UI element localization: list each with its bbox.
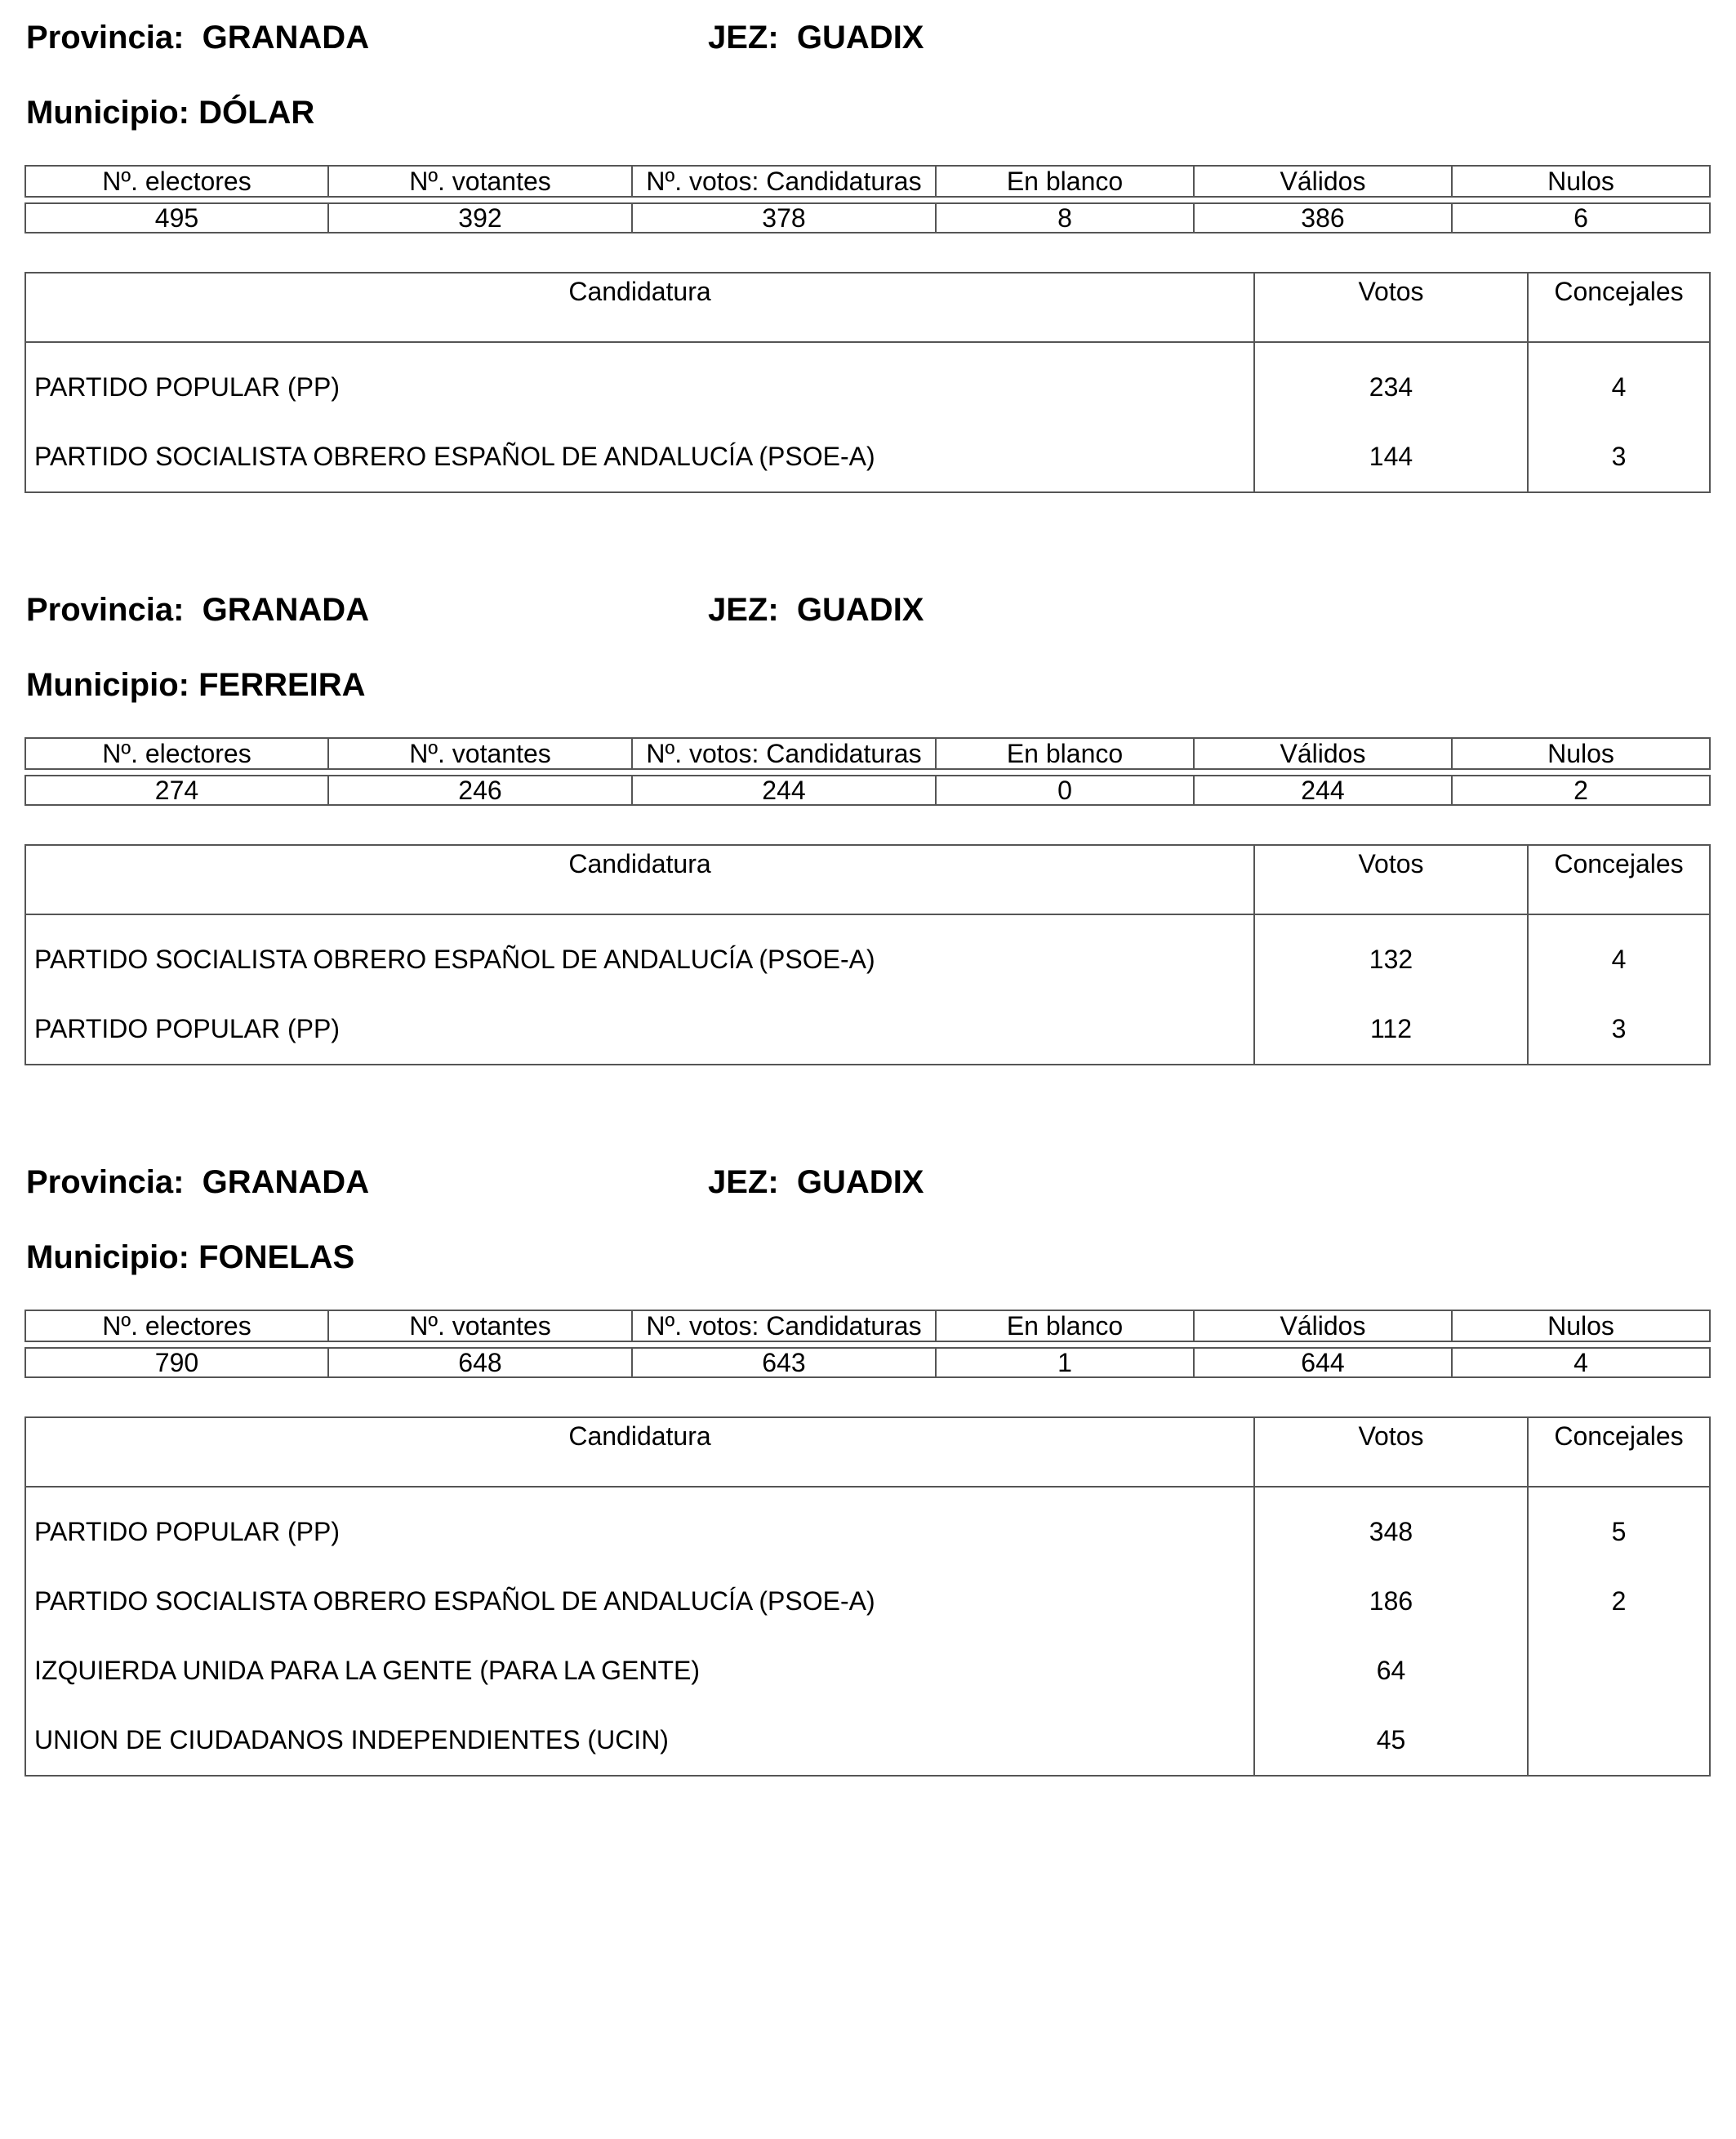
header-validos: Válidos — [1194, 166, 1452, 197]
candidatura-votos: 186 — [1254, 1567, 1528, 1636]
candidatura-votos: 64 — [1254, 1636, 1528, 1705]
provincia-heading: Provincia: GRANADA — [26, 592, 370, 628]
summary-value-row — [25, 776, 1710, 805]
candidatura-votos: 144 — [1254, 422, 1528, 492]
table-row — [25, 342, 1710, 422]
table-row — [25, 1705, 1710, 1776]
header-nulos: Nulos — [1452, 738, 1710, 769]
candidatura-votos: 45 — [1254, 1705, 1528, 1776]
summary-header-row — [25, 1310, 1710, 1341]
provincia-heading: Provincia: GRANADA — [26, 1164, 370, 1200]
header-votos-candidaturas: Nº. votos: Candidaturas — [632, 1310, 936, 1341]
candidatura-votos: 234 — [1254, 342, 1528, 422]
value-en-blanco: 1 — [936, 1348, 1194, 1377]
jez-heading: JEZ: GUADIX — [708, 592, 924, 628]
candidatura-concejales: 3 — [1528, 994, 1710, 1065]
value-electores: 790 — [25, 1348, 328, 1377]
header-votos-candidaturas: Nº. votos: Candidaturas — [632, 738, 936, 769]
header-en-blanco: En blanco — [936, 1310, 1194, 1341]
candidatura-concejales: 4 — [1528, 914, 1710, 994]
value-votos-candidaturas: 643 — [632, 1348, 936, 1377]
header-votantes: Nº. votantes — [328, 1310, 632, 1341]
candidatura-concejales: 5 — [1528, 1487, 1710, 1567]
header-nulos: Nulos — [1452, 1310, 1710, 1341]
candidatura-votos: 132 — [1254, 914, 1528, 994]
value-votos-candidaturas: 244 — [632, 776, 936, 805]
header-concejales: Concejales — [1528, 1417, 1710, 1487]
header-concejales: Concejales — [1528, 273, 1710, 342]
header-votos: Votos — [1254, 845, 1528, 914]
header-electores: Nº. electores — [25, 166, 328, 197]
candidatura-name: PARTIDO SOCIALISTA OBRERO ESPAÑOL DE ANDALUCÍA (PSOE-A) — [25, 914, 1254, 994]
summary-header-row — [25, 166, 1710, 197]
summary-value-row — [25, 1348, 1710, 1377]
value-nulos: 4 — [1452, 1348, 1710, 1377]
summary-header-row — [25, 738, 1710, 769]
header-electores: Nº. electores — [25, 1310, 328, 1341]
municipio-block-dolar — [0, 0, 1736, 571]
jez-heading: JEZ: GUADIX — [708, 20, 924, 56]
header-validos: Válidos — [1194, 738, 1452, 769]
header-votos-candidaturas: Nº. votos: Candidaturas — [632, 166, 936, 197]
table-row — [25, 1567, 1710, 1636]
table-row — [25, 1487, 1710, 1567]
summary-value-row — [25, 203, 1710, 233]
header-votos: Votos — [1254, 273, 1528, 342]
candidatura-name: PARTIDO SOCIALISTA OBRERO ESPAÑOL DE ANDALUCÍA (PSOE-A) — [25, 1567, 1254, 1636]
candidaturas-header-row — [25, 273, 1710, 342]
header-electores: Nº. electores — [25, 738, 328, 769]
candidatura-concejales: 2 — [1528, 1567, 1710, 1636]
header-en-blanco: En blanco — [936, 166, 1194, 197]
header-nulos: Nulos — [1452, 166, 1710, 197]
candidatura-name: IZQUIERDA UNIDA PARA LA GENTE (PARA LA GENTE) — [25, 1636, 1254, 1705]
candidaturas-table — [24, 272, 1711, 493]
value-validos: 386 — [1194, 203, 1452, 233]
candidaturas-header-row — [25, 1417, 1710, 1487]
candidatura-name: PARTIDO POPULAR (PP) — [25, 1487, 1254, 1567]
header-concejales: Concejales — [1528, 845, 1710, 914]
table-row — [25, 1636, 1710, 1705]
header-validos: Válidos — [1194, 1310, 1452, 1341]
header-votos: Votos — [1254, 1417, 1528, 1487]
summary-table — [24, 165, 1711, 233]
candidatura-concejales: 3 — [1528, 422, 1710, 492]
candidatura-votos: 112 — [1254, 994, 1528, 1065]
candidatura-concejales: 4 — [1528, 342, 1710, 422]
value-electores: 495 — [25, 203, 328, 233]
municipio-block-ferreira — [0, 572, 1736, 1144]
value-nulos: 2 — [1452, 776, 1710, 805]
candidatura-votos: 348 — [1254, 1487, 1528, 1567]
summary-table — [24, 1310, 1711, 1378]
value-nulos: 6 — [1452, 203, 1710, 233]
candidatura-name: PARTIDO SOCIALISTA OBRERO ESPAÑOL DE ANDALUCÍA (PSOE-A) — [25, 422, 1254, 492]
candidatura-concejales — [1528, 1705, 1710, 1776]
value-votantes: 246 — [328, 776, 632, 805]
candidatura-name: PARTIDO POPULAR (PP) — [25, 994, 1254, 1065]
header-votantes: Nº. votantes — [328, 738, 632, 769]
header-en-blanco: En blanco — [936, 738, 1194, 769]
municipio-block-fonelas — [0, 1145, 1736, 1879]
value-votantes: 392 — [328, 203, 632, 233]
jez-heading: JEZ: GUADIX — [708, 1164, 924, 1200]
provincia-heading: Provincia: GRANADA — [26, 20, 370, 56]
value-en-blanco: 8 — [936, 203, 1194, 233]
value-votos-candidaturas: 378 — [632, 203, 936, 233]
candidaturas-header-row — [25, 845, 1710, 914]
header-candidatura: Candidatura — [25, 273, 1254, 342]
table-row — [25, 994, 1710, 1065]
candidatura-name: UNION DE CIUDADANOS INDEPENDIENTES (UCIN) — [25, 1705, 1254, 1776]
value-en-blanco: 0 — [936, 776, 1194, 805]
header-candidatura: Candidatura — [25, 845, 1254, 914]
value-votantes: 648 — [328, 1348, 632, 1377]
municipio-heading: Municipio: FERREIRA — [26, 667, 366, 703]
header-votantes: Nº. votantes — [328, 166, 632, 197]
value-electores: 274 — [25, 776, 328, 805]
candidatura-name: PARTIDO POPULAR (PP) — [25, 342, 1254, 422]
value-validos: 644 — [1194, 1348, 1452, 1377]
table-row — [25, 422, 1710, 492]
table-row — [25, 914, 1710, 994]
header-candidatura: Candidatura — [25, 1417, 1254, 1487]
summary-table — [24, 737, 1711, 806]
value-validos: 244 — [1194, 776, 1452, 805]
candidatura-concejales — [1528, 1636, 1710, 1705]
municipio-heading: Municipio: DÓLAR — [26, 95, 315, 131]
candidaturas-table — [24, 1416, 1711, 1777]
municipio-heading: Municipio: FONELAS — [26, 1239, 355, 1275]
candidaturas-table — [24, 844, 1711, 1065]
